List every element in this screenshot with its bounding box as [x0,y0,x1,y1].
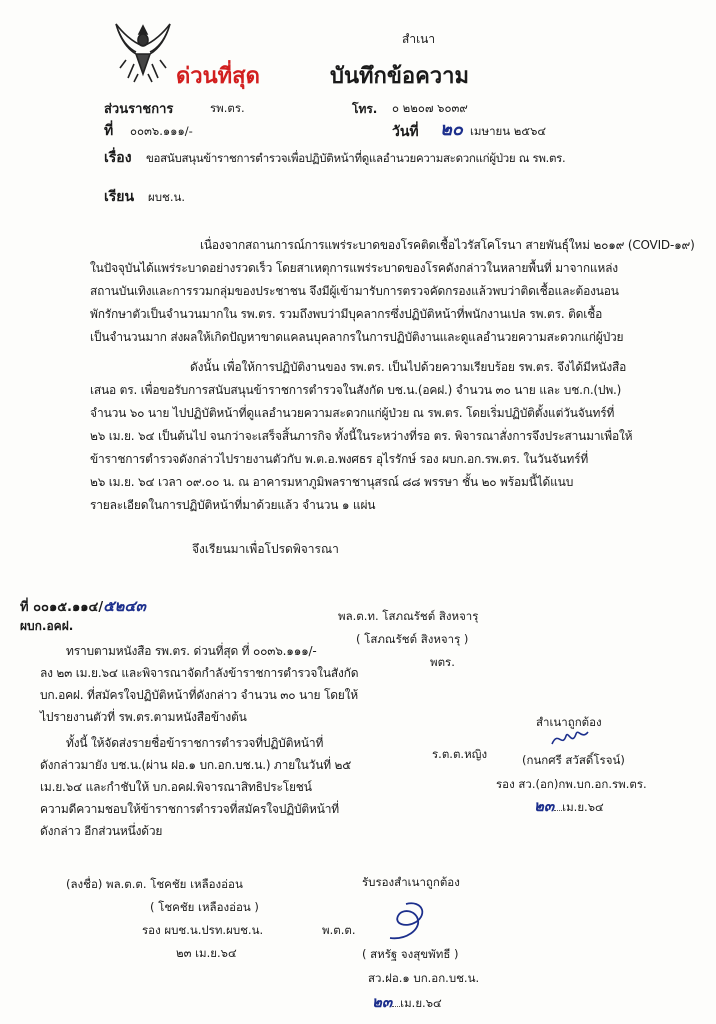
endorsement-line: ทราบตามหนังสือ รพ.ตร. ด่วนที่สุด ที่ ๐๐๓๖.๑๑๑/- [66,644,317,658]
endorsement-line: ดังกล่าวมายัง บช.น.(ผ่าน ฝอ.๑ บก.อก.บช.น.) ภายในวันที่ ๒๕ [40,758,352,772]
body-line: ในปัจจุบันได้แพร่ระบาดอย่างรวดเร็ว โดยสาเหตุการแพร่ระบาดของโรคดังกล่าวในหลายพื้นที่ มาจากแหล่ง [90,261,618,275]
endorsement-signed-date: ๒๓ เม.ย.๖๔ [176,946,237,960]
endorsement-line: ไปรายงานตัวที่ รพ.ตร.ตามหนังสือข้างต้น [40,710,247,724]
body-line: เป็นจำนวนมาก ส่งผลให้เกิดปัญหาขาดแคลนบุคลากรในการปฏิบัติงานและดูแลอำนวยความสะดวกแก่ผู้ป่วย [90,330,624,344]
endorsement-line: เม.ย.๖๔ และกำชับให้ บก.อคฝ.พิจารณาสิทธิประโยชน์ [40,780,312,794]
dept-label: ส่วนราชการ [104,102,174,117]
subject-value: ขอสนับสนุนข้าราชการตำรวจเพื่อปฏิบัติหน้าที่ดูแลอำนวยความสะดวกแก่ผู้ป่วย ณ รพ.ตร. [146,151,566,165]
signer-name-paren: ( โสภณรัชต์ สิงหจารุ ) [356,632,469,646]
signer-rank-name: พล.ต.ท. โสภณรัชต์ สิงหจารุ [338,609,479,623]
certify2-name-paren: ( สหรัฐ จงสุขพัทธี ) [362,947,459,961]
endorsement-ref-handwritten: ๕๒๔๓ [103,597,146,615]
endorsement-to: ผบก.อคฝ. [20,619,74,633]
endorsement-signed-paren: ( โชคชัย เหลืองอ่อน ) [150,900,259,914]
body-line: ดังนั้น เพื่อให้การปฏิบัติงานของ รพ.ตร. เป็นไปด้วยความเรียบร้อย รพ.ตร. จึงได้มีหนังสือ [190,360,627,374]
body-line: รายละเอียดในการปฏิบัติหน้าที่มาด้วยแล้ว จำนวน ๑ แผ่น [90,498,376,512]
endorsement-line: บก.อคฝ. ที่สมัครใจปฏิบัติหน้าที่ดังกล่าว จำนวน ๓๐ นาย โดยให้ [40,688,359,702]
body-line: เสนอ ตร. เพื่อขอรับการสนับสนุนข้าราชการตำรวจในสังกัด บช.น.(อคฝ.) จำนวน ๓๐ นาย และ บช.ก.(ปพ.) [90,383,622,397]
body-line: เนื่องจากสถานการณ์การแพร่ระบาดของโรคติดเชื้อไวรัสโคโรนา สายพันธุ์ใหม่ ๒๐๑๙ (COVID-๑๙) [200,238,695,252]
body-line: ๒๖ เม.ย. ๖๔ เป็นต้นไป จนกว่าจะเสร็จสิ้นภารกิจ ทั้งนี้ในระหว่างที่รอ ตร. พิจารณาสั่งการจึงประสานมาเพื่อให้ [90,429,633,443]
ref-label: ที่ [104,123,114,139]
dept-value: รพ.ตร. [210,101,245,115]
certify2-rank: พ.ต.ต. [322,923,356,937]
certify1-title: สำเนาถูกต้อง [536,715,602,729]
certify1-date-handwritten: ๒๓ [534,797,555,815]
certify1-signature [548,724,592,752]
body-line: สถานบันเทิงและการรวมกลุ่มของประชาชน จึงมีผู้เข้ามารับการตรวจคัดกรองแล้วพบว่าติดเชื้อและต้องนอน [90,284,619,298]
subject-label: เรื่อง [104,150,132,166]
endorsement-line: ดังกล่าว อีกส่วนหนึ่งด้วย [40,824,163,838]
endorsement-ref-label: ที่ ๐๐๑๕.๑๑๔/ [20,600,104,615]
body-line: ข้าราชการตำรวจดังกล่าวไปรายงานตัวกับ พ.ต.อ.พงศธร อุไรรักษ์ รอง ผบก.อก.รพ.ตร. ในวันจันทร์ที่ [90,452,589,466]
certify1-date [534,794,604,818]
certify1-rank: ร.ต.ต.หญิง [432,747,488,761]
endorsement-signed-position: รอง ผบช.น.ปรท.ผบช.น. [142,923,264,937]
body-line: พักรักษาตัวเป็นจำนวนมากใน รพ.ตร. รวมถึงพบว่ามีบุคลากรซึ่งปฏิบัติหน้าที่พนักงานเปล รพ.ตร. ติดเชื้อ [90,307,603,321]
date-day-handwritten: ๒๐ [440,119,463,140]
memo-title: บันทึกข้อความ [330,64,470,89]
certify1-name-paren: (กนกศรี สวัสดิ์โรจน์) [522,753,625,767]
signer-position: พตร. [430,655,455,669]
certify2-title: รับรองสำเนาถูกต้อง [362,875,460,889]
body-line: จำนวน ๖๐ นาย ไปปฏิบัติหน้าที่ดูแลอำนวยความสะดวกแก่ผู้ป่วย ณ รพ.ตร. โดยเริ่มปฏิบัติตั้งแต่วันจันทร์ที่ [90,406,615,420]
body-line: ๒๖ เม.ย. ๖๔ เวลา ๐๙.๐๐ น. ณ อาคารมหาภูมิพลราชานุสรณ์ ๘๘ พรรษา ชั้น ๒๐ พร้อมนี้ได้แนบ [90,475,574,489]
certify2-position: สว.ฝอ.๑ บก.อก.บช.น. [368,971,480,985]
certify2-date-handwritten: ๒๓ [372,993,393,1011]
certify2-date-rest: เม.ย.๖๔ [400,996,442,1010]
ref-value: ๐๐๓๖.๑๑๑/- [130,124,193,138]
closing-line: จึงเรียนมาเพื่อโปรดพิจารณา [192,542,339,556]
to-value: ผบช.น. [148,190,186,204]
endorsement-line: ทั้งนี้ ให้จัดส่งรายชื่อข้าราชการตำรวจที่ปฏิบัติหน้าที่ [66,736,324,750]
to-label: เรียน [104,189,135,205]
copy-label: สำเนา [402,32,436,46]
endorsement-line: ความดีความชอบให้ข้าราชการตำรวจที่สมัครใจปฏิบัติหน้าที่ [40,802,339,816]
endorsement-ref [20,594,146,618]
urgency-label: ด่วนที่สุด [176,64,260,89]
garuda-emblem [112,20,174,84]
date-rest: เมษายน ๒๕๖๔ [470,124,547,138]
date-label: วันที่ [392,124,419,140]
endorsement-line: ลง ๒๓ เม.ย.๖๔ และพิจารณาจัดกำลังข้าราชการตำรวจในสังกัด [40,666,359,680]
phone-label: โทร. [352,102,378,116]
certify1-date-rest: เม.ย.๖๔ [562,800,604,814]
certify2-signature [376,896,436,946]
phone-value: ๐ ๒๒๐๗ ๖๐๓๙ [392,101,468,115]
endorsement-signed: (ลงชื่อ) พล.ต.ต. โชคชัย เหลืองอ่อน [66,877,243,891]
certify1-position: รอง สว.(อก)กพ.บก.อก.รพ.ตร. [496,777,647,791]
certify2-date [372,990,442,1014]
